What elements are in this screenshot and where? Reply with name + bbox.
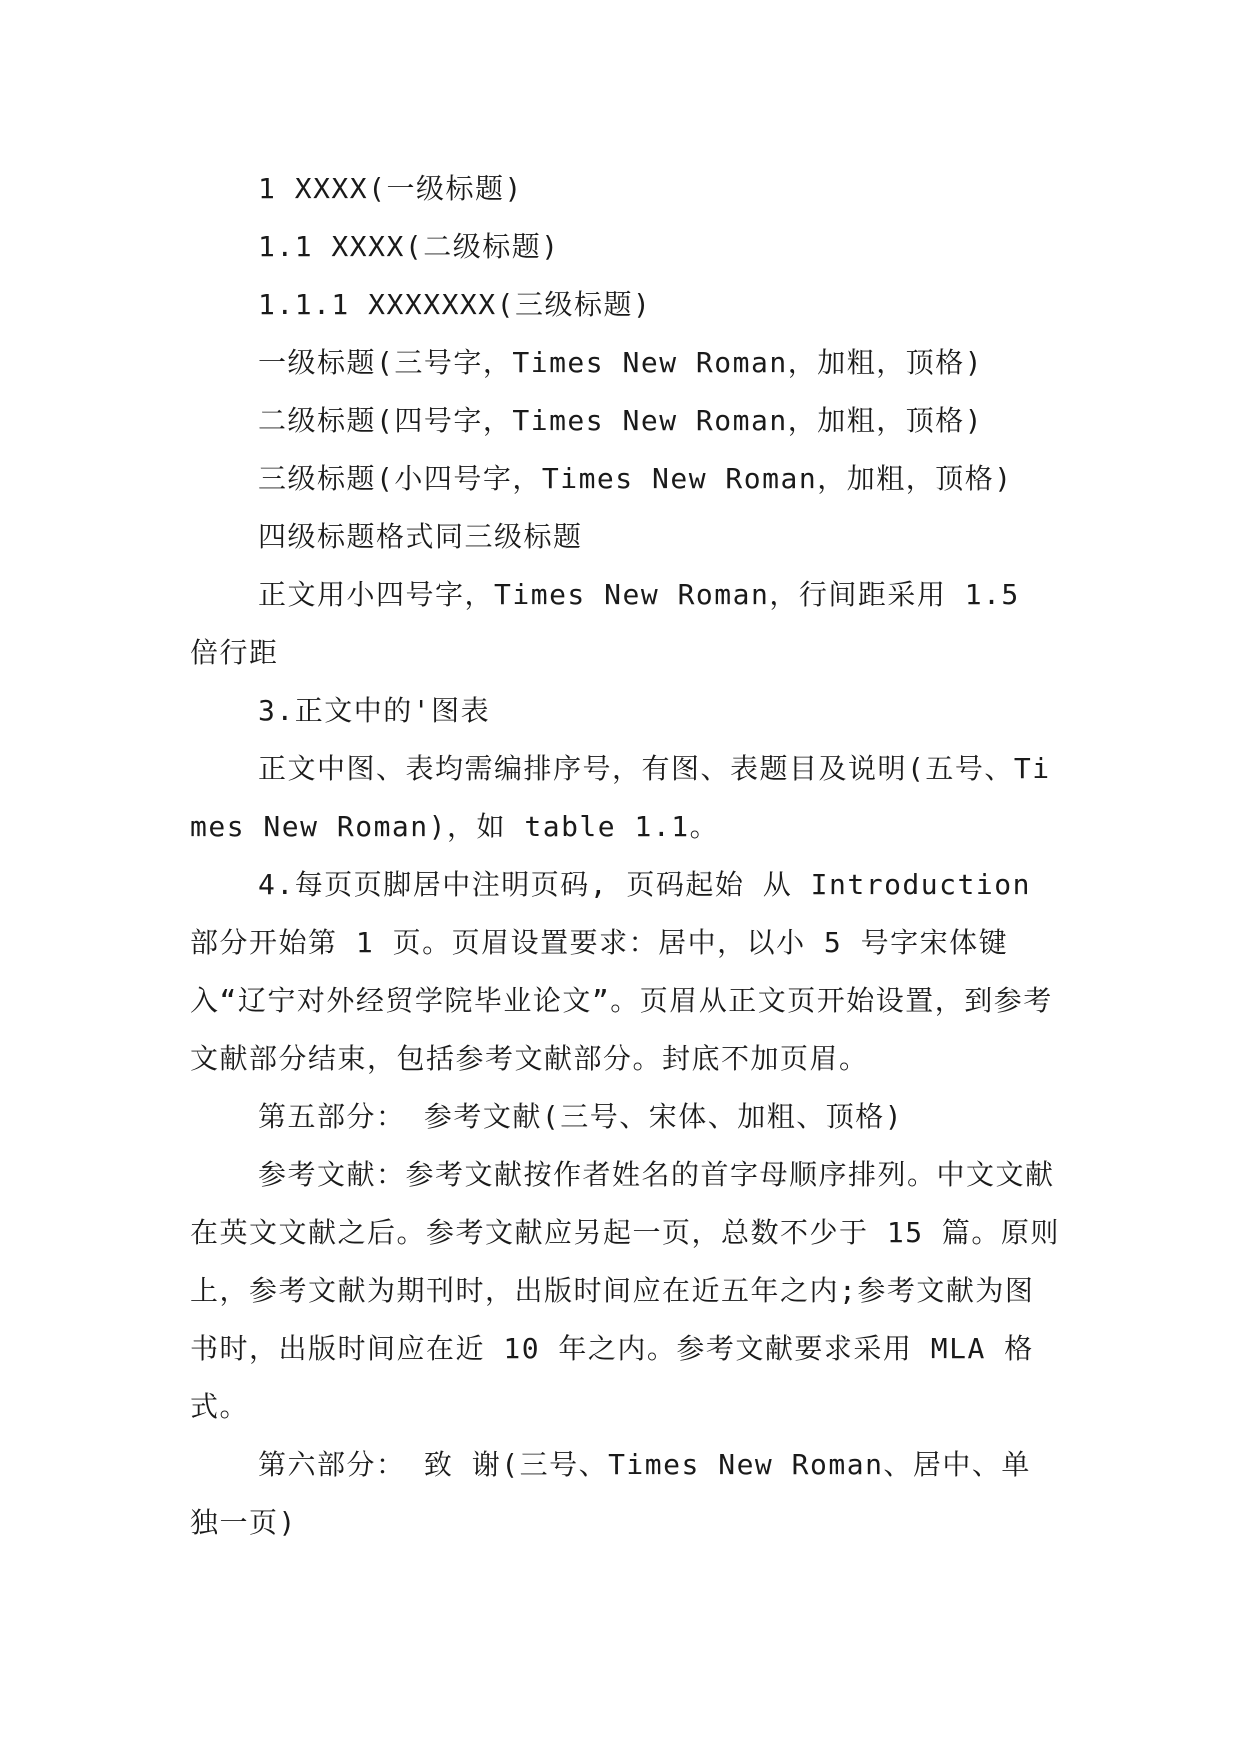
body-text-format: 正文用小四号字，Times New Roman，行间距采用 1.5 倍行距 [190, 578, 1020, 669]
part6-acknowledgements-heading: 第六部分： 致 谢(三号、Times New Roman、居中、单独一页) [190, 1448, 1031, 1539]
level2-heading-format: 二级标题(四号字，Times New Roman，加粗，顶格) [258, 404, 984, 437]
heading-level3-example: 1.1.1 XXXXXXX(三级标题) [258, 288, 652, 321]
level1-heading-format: 一级标题(三号字，Times New Roman，加粗，顶格) [258, 346, 984, 379]
level4-heading-format: 四级标题格式同三级标题 [258, 520, 583, 553]
figures-tables-format: 正文中图、表均需编排序号，有图、表题目及说明(五号、Times New Roman)，如 table 1.1。 [190, 752, 1051, 843]
heading-level1-example: 1 XXXX(一级标题) [258, 172, 523, 205]
document-body [190, 160, 1060, 1552]
part5-references-heading: 第五部分： 参考文献(三号、宋体、加粗、顶格) [258, 1100, 904, 1133]
section-figures-tables: 3.正文中的'图表 [258, 694, 491, 727]
level3-heading-format: 三级标题(小四号字，Times New Roman，加粗，顶格) [258, 462, 1013, 495]
page-number-header-format: 4.每页页脚居中注明页码, 页码起始 从 Introduction 部分开始第 1 页。页眉设置要求：居中，以小 5 号字宋体键入“辽宁对外经贸学院毕业论文”。页眉从正文页开始设置，到参考文献部分结束，包括参考文献部分。封底不加页眉。 [190, 868, 1053, 1075]
heading-level2-example: 1.1 XXXX(二级标题) [258, 230, 560, 263]
references-format: 参考文献：参考文献按作者姓名的首字母顺序排列。中文文献在英文文献之后。参考文献应另起一页，总数不少于 15 篇。原则上，参考文献为期刊时，出版时间应在近五年之内;参考文献为图书时，出版时间应在近 10 年之内。参考文献要求采用 MLA 格式。 [190, 1158, 1060, 1423]
